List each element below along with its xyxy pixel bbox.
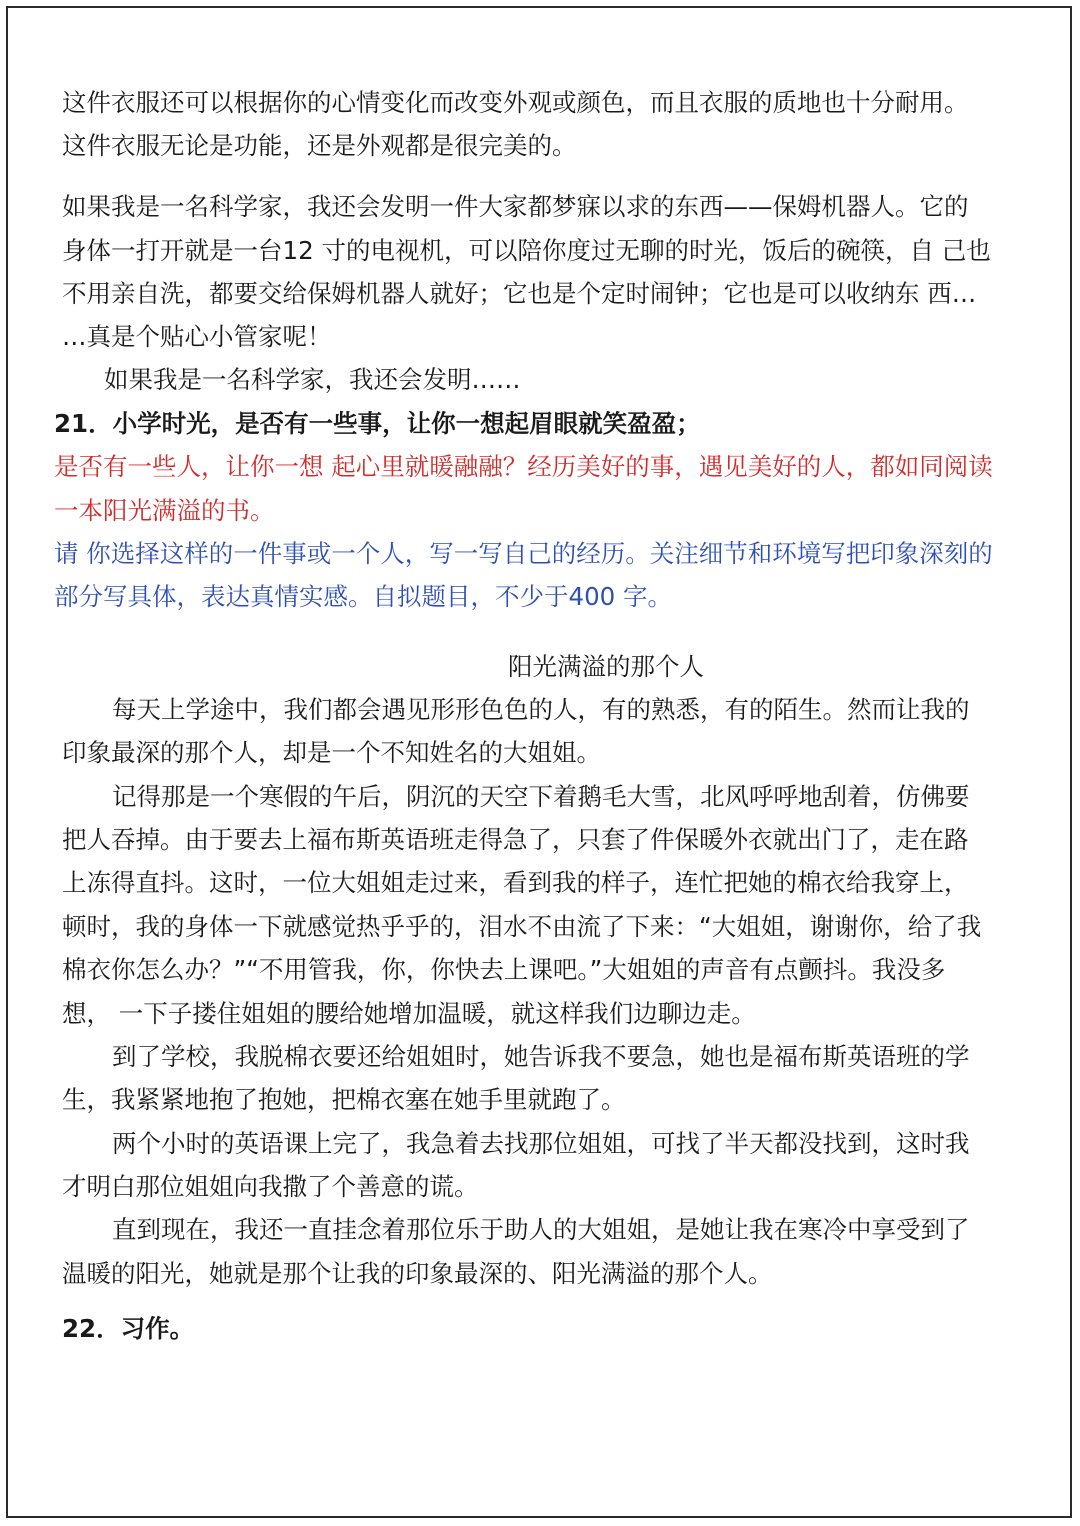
intro-line: 这件衣服无论是功能，还是外观都是很完美的。 — [62, 131, 577, 160]
essay-title: 阳光满溢的那个人 — [508, 652, 704, 681]
intro-line: 如果我是一名科学家，我还会发明…… — [104, 365, 521, 394]
essay-line: 记得那是一个寒假的午后，阴沉的天空下着鹅毛大雪，北风呼呼地刮着，仿佛要 — [112, 782, 970, 811]
essay-line: 到了学校，我脱棉衣要还给姐姐时，她告诉我不要急，她也是福布斯英语班的学 — [112, 1042, 970, 1071]
essay-line: 顿时，我的身体一下就感觉热乎乎的，泪水不由流了下来：“大姐姐，谢谢你，给了我 — [62, 912, 982, 941]
intro-line: 如果我是一名科学家，我还会发明一件大家都梦寐以求的东西——保姆机器人。它的 — [62, 192, 969, 221]
essay-line: 想， 一下子搂住姐姐的腰给她增加温暖，就这样我们边聊边走。 — [62, 999, 756, 1028]
question-21-prompt-blue: 请 你选择这样的一件事或一个人，写一写自己的经历。关注细节和环境写把印象深刻的 — [54, 539, 993, 568]
essay-line: 生，我紧紧地抱了抱她，把棉衣塞在她手里就跑了。 — [62, 1085, 626, 1114]
essay-line: 棉衣你怎么办？”“不用管我，你，你快去上课吧。”大姐姐的声音有点颤抖。我没多 — [62, 955, 946, 984]
question-21-prompt-red: 一本阳光满溢的书。 — [54, 496, 275, 525]
essay-line: 把人吞掉。由于要去上福布斯英语班走得急了，只套了件保暖外衣就出门了，走在路 — [62, 825, 969, 854]
essay-line: 温暖的阳光，她就是那个让我的印象最深的、阳光满溢的那个人。 — [62, 1259, 773, 1288]
question-22-heading: 22．习作。 — [62, 1314, 195, 1343]
essay-line: 每天上学途中，我们都会遇见形形色色的人，有的熟悉，有的陌生。然而让我的 — [112, 695, 970, 724]
intro-line: 这件衣服还可以根据你的心情变化而改变外观或颜色，而且衣服的质地也十分耐用。 — [62, 88, 969, 117]
essay-line: 两个小时的英语课上完了，我急着去找那位姐姐，可找了半天都没找到，这时我 — [112, 1129, 970, 1158]
essay-line: 直到现在，我还一直挂念着那位乐于助人的大姐姐，是她让我在寒冷中享受到了 — [112, 1215, 970, 1244]
question-21-heading: 21．小学时光，是否有一些事，让你一想起眉眼就笑盈盈； — [54, 409, 701, 438]
question-21-prompt-blue: 部分写具体，表达真情实感。自拟题目，不少于400 字。 — [54, 582, 673, 611]
essay-line: 才明白那位姐姐向我撒了个善意的谎。 — [62, 1172, 479, 1201]
intro-line: 身体一打开就是一台12 寸的电视机，可以陪你度过无聊的时光，饭后的碗筷，自 己也 — [62, 236, 991, 265]
question-21-prompt-red: 是否有一些人，让你一想 起心里就暖融融？经历美好的事，遇见美好的人，都如同阅读 — [54, 452, 993, 481]
intro-line: …真是个贴心小管家呢！ — [62, 322, 332, 351]
essay-line: 印象最深的那个人，却是一个不知姓名的大姐姐。 — [62, 738, 601, 767]
intro-line: 不用亲自洗，都要交给保姆机器人就好；它也是个定时闹钟；它也是可以收纳东 西… — [62, 279, 977, 308]
essay-line: 上冻得直抖。这时，一位大姐姐走过来，看到我的样子，连忙把她的棉衣给我穿上， — [62, 868, 969, 897]
